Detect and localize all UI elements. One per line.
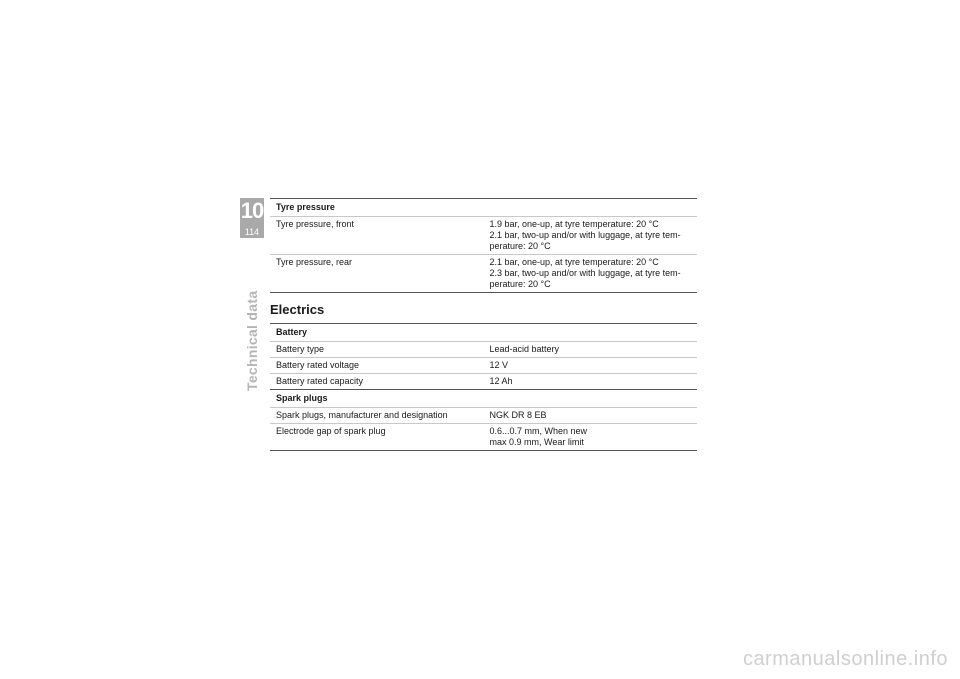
row-value (484, 255, 698, 293)
row-label: Battery rated capacity (270, 374, 484, 390)
row-value: Lead-acid battery (484, 342, 698, 358)
row-value (484, 217, 698, 255)
value-line: 2.1 bar, two-up and/or with luggage, at tyre tem- (489, 230, 681, 240)
row-value (484, 424, 698, 451)
row-value: 12 Ah (484, 374, 698, 390)
row-label: Tyre pressure, rear (270, 255, 484, 293)
chapter-title (230, 271, 274, 391)
table-row (270, 358, 697, 374)
value-line: perature: 20 °C (489, 241, 551, 251)
row-value (484, 408, 698, 424)
table-row (270, 408, 697, 424)
table-section-heading (270, 324, 697, 342)
row-label: Electrode gap of spark plug (270, 424, 484, 451)
page-number: 114 (244, 227, 260, 237)
table-row (270, 217, 697, 255)
value-line: 2.3 bar, two-up and/or with luggage, at tyre tem- (489, 268, 681, 278)
value-line: perature: 20 °C (489, 279, 551, 289)
table-row (270, 374, 697, 390)
page-content (270, 198, 697, 451)
table-section-heading (270, 390, 697, 408)
table-row (270, 424, 697, 451)
row-label: Battery rated voltage (270, 358, 484, 374)
tyre-pressure-heading: Tyre pressure (270, 199, 697, 217)
tyre-pressure-table (270, 198, 697, 293)
row-value: 12 V (484, 358, 698, 374)
watermark: carmanualsonline.info (742, 648, 948, 670)
table-row (270, 342, 697, 358)
electrics-table (270, 323, 697, 451)
row-label: Battery type (270, 342, 484, 358)
row-label: Tyre pressure, front (270, 217, 484, 255)
table-row (270, 255, 697, 293)
chapter-number: 10 (240, 198, 264, 223)
spark-plugs-heading: Spark plugs (270, 390, 697, 408)
electrics-heading: Electrics (270, 302, 325, 317)
chapter-title-text: Technical data (244, 290, 260, 391)
value-line: 1.9 bar, one-up, at tyre temperature: 20 °C (489, 219, 659, 229)
value-line: 0.6...0.7 mm, When new (489, 426, 588, 436)
battery-heading: Battery (270, 324, 697, 342)
table-section-heading (270, 199, 697, 217)
value-line: 2.1 bar, one-up, at tyre temperature: 20 °C (489, 257, 659, 267)
value-line: NGK DR 8 EB (489, 410, 547, 420)
row-label: Spark plugs, manufacturer and designation (270, 408, 484, 424)
value-line: max 0.9 mm, Wear limit (489, 437, 584, 447)
